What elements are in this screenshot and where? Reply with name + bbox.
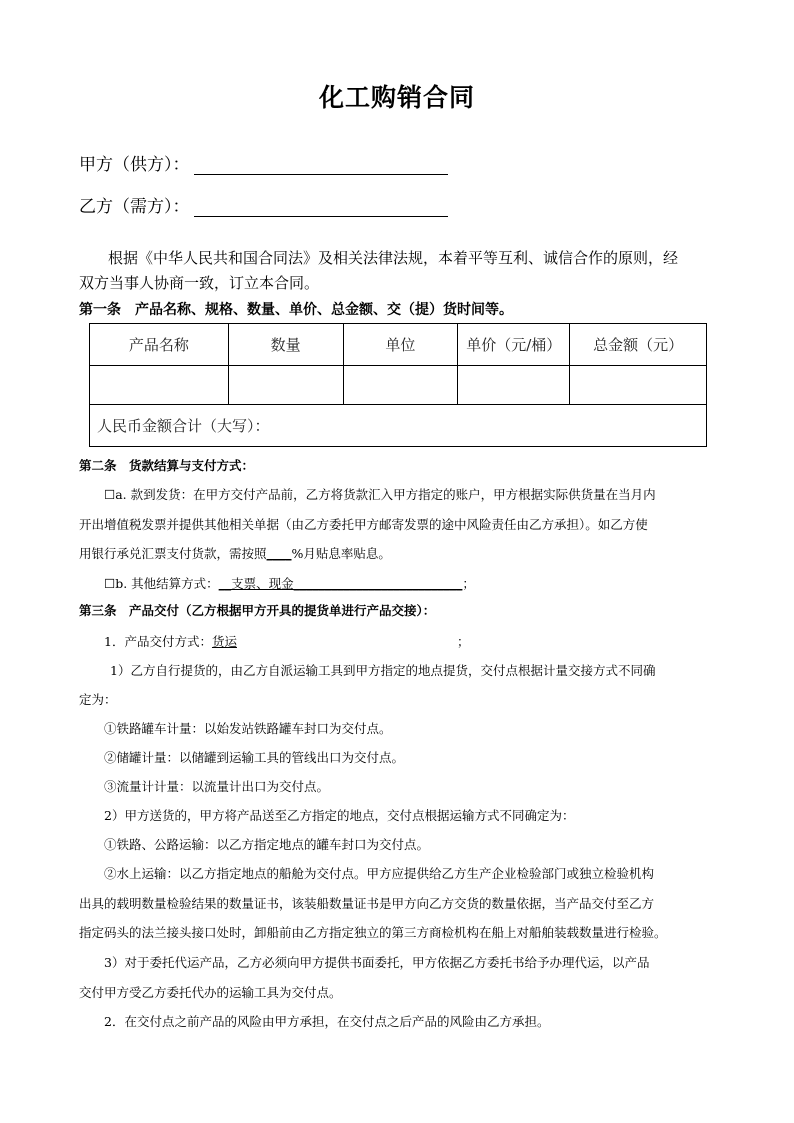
intro-line-1: 根据《中华人民共和国合同法》及相关法律法规，本着平等互利、诚信合作的原则，经 (108, 249, 679, 267)
cell-total-amount[interactable] (570, 366, 707, 405)
discount-text-pre: 用银行承兑汇票支付货款，需按照 (79, 546, 267, 561)
party-b-blank-line (194, 200, 448, 217)
payment-option-b-value[interactable]: __支票、现金___________________________ (218, 576, 463, 591)
document-title: 化工购销合同 (318, 83, 475, 112)
header-total-amount: 总金额（元） (570, 324, 707, 366)
total-amount-label: 人民币金额合计（大写）： (90, 405, 707, 447)
water-transport-line-3: 指定码头的法兰接头接口处时，卸船前由乙方指定独立的第三方商检机构在船上对船舶装载数量进行检验。 (79, 925, 667, 940)
payment-option-b-label: ☐b. 其他结算方式： (104, 576, 219, 591)
payment-option-a-line-2: 开出增值税发票并提供其他相关单据（由乙方委托甲方邮寄发票的途中风险责任由乙方承担）。如乙方使 (79, 517, 648, 532)
payment-option-a-line-3 (79, 545, 391, 563)
self-pickup-line-1: 1）乙方自行提货的，由乙方自派运输工具到甲方指定的地点提货，交付点根据计量交接方式不同确 (110, 663, 656, 678)
header-unit: 单位 (343, 324, 458, 366)
cell-unit[interactable] (343, 366, 458, 405)
payment-option-a-line-1: ☐a. 款到发货：在甲方交付产品前，乙方将货款汇入甲方指定的账户，甲方根据实际供货量在当月内 (104, 487, 656, 502)
flowmeter-metering: ③流量计计量：以流量计出口为交付点。 (104, 779, 330, 794)
party-a-label: 甲方（供方）： (79, 155, 190, 175)
discount-text-post: %月贴息率贴息。 (291, 546, 391, 561)
delivery-method-row (104, 633, 469, 651)
header-unit-price: 单价（元/桶） (458, 324, 570, 366)
party-a-row (79, 150, 448, 175)
entrusted-transport-line-1: 3）对于委托代运产品，乙方必须向甲方提供书面委托，甲方依据乙方委托书给予办理代运，以产品 (104, 955, 650, 970)
seller-delivery-line: 2）甲方送货的，甲方将产品送至乙方指定的地点，交付点根据运输方式不同确定为： (104, 808, 575, 823)
water-transport-line-2: 出具的载明数量检验结果的数量证书，该装船数量证书是甲方向乙方交货的数量依据，当产品交付至乙方 (79, 896, 655, 911)
party-b-row (79, 192, 448, 217)
water-transport-line-1: ②水上运输：以乙方指定地点的船舱为交付点。甲方应提供给乙方生产企业检验部门或独立检验机构 (104, 866, 655, 881)
delivery-method-label: 1．产品交付方式： (104, 634, 212, 649)
rail-tank-metering: ①铁路罐车计量：以始发站铁路罐车封口为交付点。 (104, 721, 392, 736)
party-b-label: 乙方（需方）： (79, 197, 190, 217)
article-2-heading: 第二条 货款结算与支付方式： (79, 458, 255, 473)
table-total-row (90, 405, 707, 447)
article-3-heading: 第三条 产品交付（乙方根据甲方开具的提货单进行产品交接）： (79, 603, 436, 618)
cell-unit-price[interactable] (458, 366, 570, 405)
article-1-heading: 第一条 产品名称、规格、数量、单价、总金额、交（提）货时间等。 (79, 302, 513, 318)
road-rail-transport: ①铁路、公路运输：以乙方指定地点的罐车封口为交付点。 (104, 837, 430, 852)
table-row (90, 366, 707, 405)
self-pickup-line-2: 定为： (79, 692, 117, 707)
table-header-row (90, 324, 707, 366)
delivery-method-value[interactable]: 货运 (211, 634, 237, 649)
header-product-name: 产品名称 (90, 324, 229, 366)
payment-option-b (104, 575, 475, 593)
storage-tank-metering: ②储罐计量：以储罐到运输工具的管线出口为交付点。 (104, 750, 405, 765)
product-table (89, 323, 707, 447)
delivery-method-end: ； (456, 634, 470, 649)
risk-transfer-clause: 2．在交付点之前产品的风险由甲方承担，在交付点之后产品的风险由乙方承担。 (104, 1014, 550, 1029)
header-quantity: 数量 (228, 324, 343, 366)
discount-rate-blank[interactable]: ____ (266, 546, 292, 561)
cell-quantity[interactable] (228, 366, 343, 405)
payment-option-b-end: ； (462, 576, 475, 591)
entrusted-transport-line-2: 交付甲方受乙方委托代办的运输工具为交付点。 (79, 985, 342, 1000)
cell-product-name[interactable] (90, 366, 229, 405)
intro-line-2: 双方当事人协商一致，订立本合同。 (79, 274, 320, 292)
party-a-blank-line (194, 158, 448, 175)
